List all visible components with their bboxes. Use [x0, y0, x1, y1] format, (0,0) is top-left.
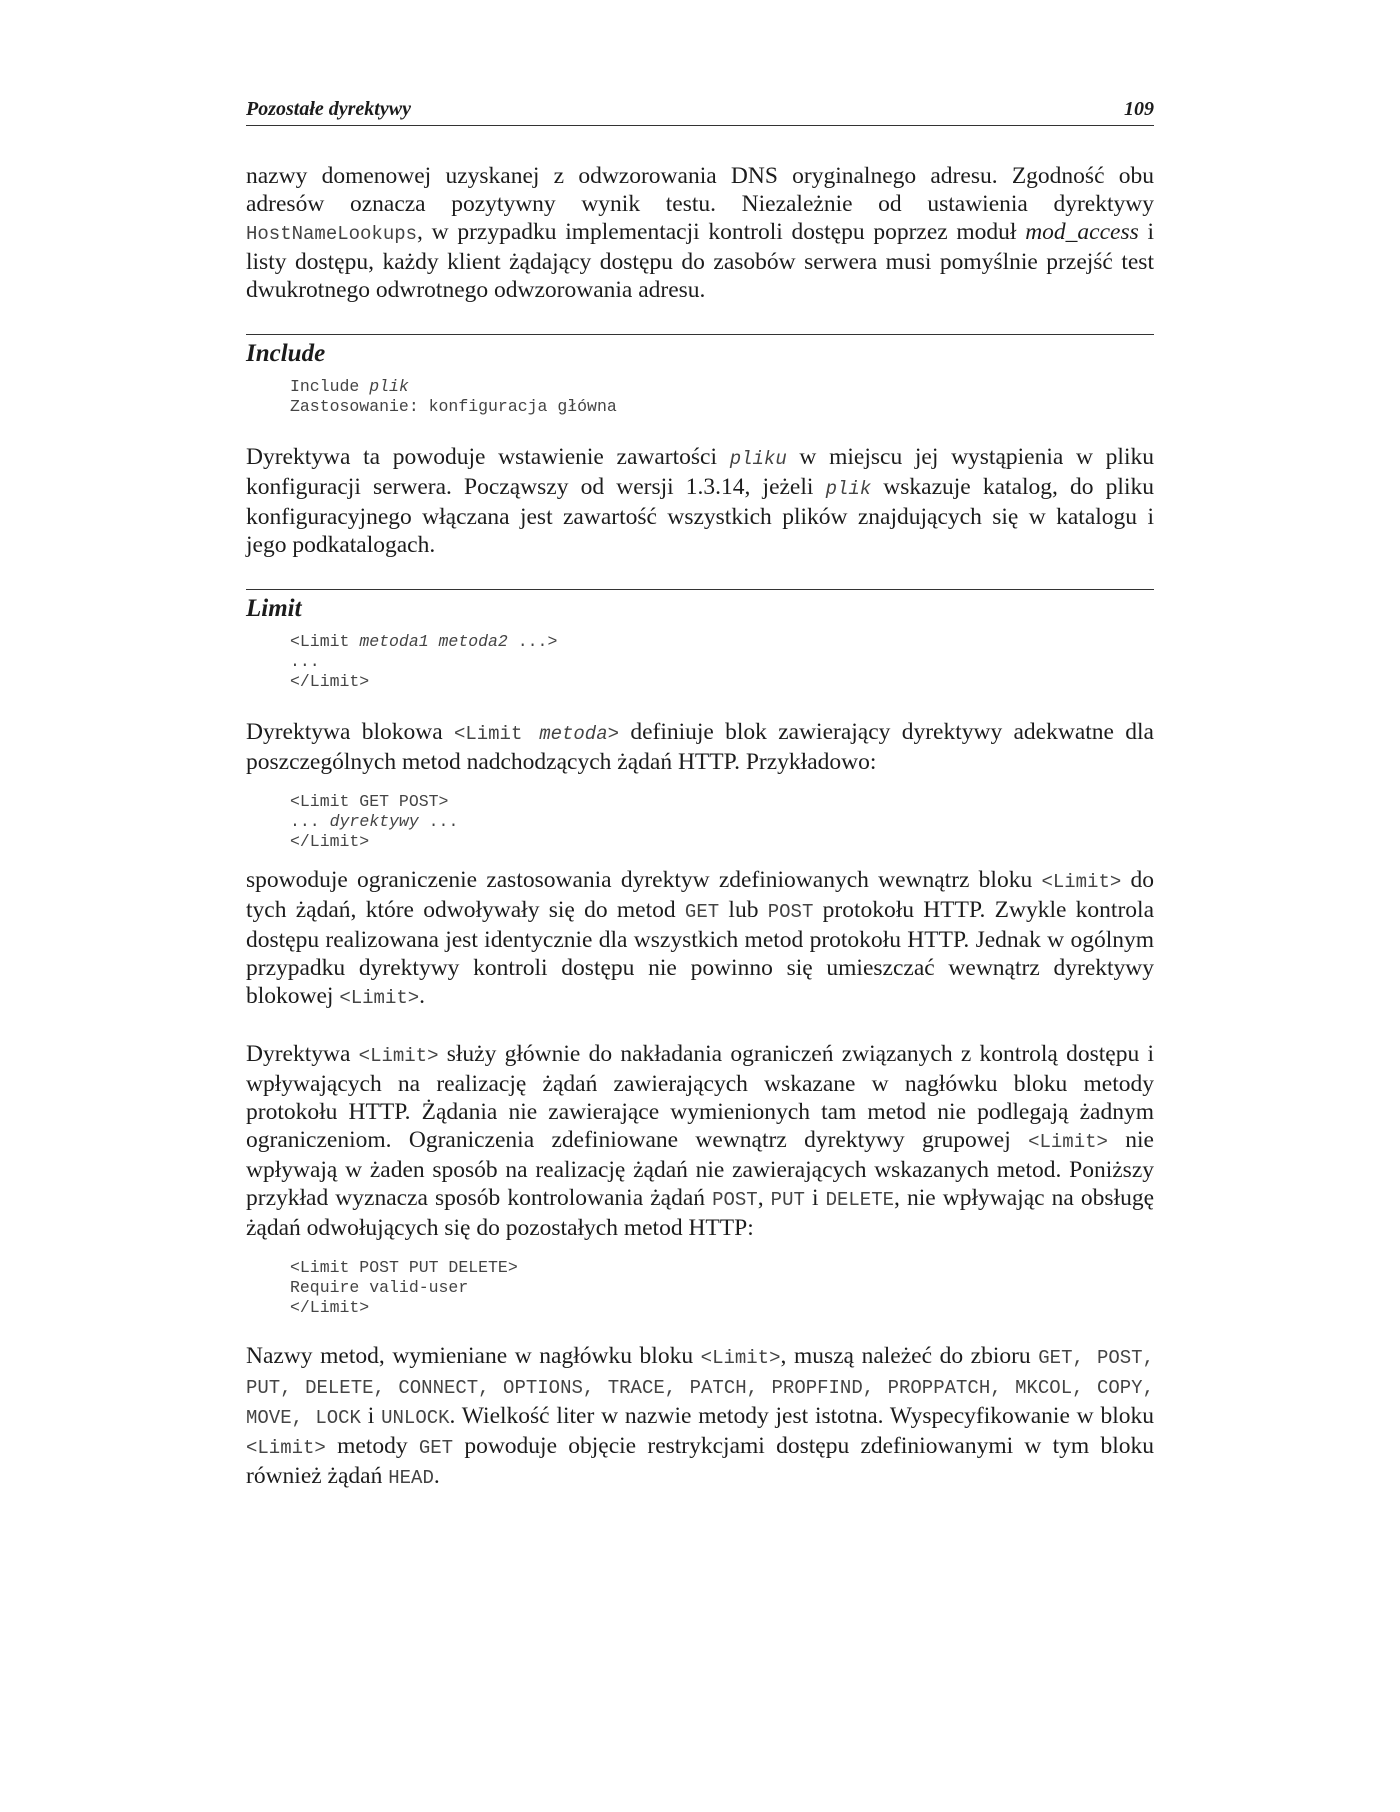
text: powoduje objęcie restrykcjami dostępu zdefiniowanymi w tym bloku również żądań: [246, 1433, 1154, 1489]
text: nie wpływają w żaden sposób na realizację żądań nie zawierających wskazanych metod. Poniższy przykład wyznacza sposób kontrolowania żądań: [246, 1127, 1154, 1211]
text: , muszą należeć do zbioru: [780, 1343, 1039, 1369]
text: metody: [325, 1433, 419, 1459]
code-inline: HEAD: [388, 1467, 434, 1489]
code-line: Require valid-user: [290, 1278, 469, 1297]
text: lub: [719, 897, 768, 923]
limit-paragraph-1: [246, 718, 1154, 776]
text: . Wielkość liter w nazwie metody jest istotna. Wyspecyfikowanie w bloku: [449, 1403, 1154, 1429]
limit-paragraph-2: [246, 866, 1154, 1012]
text: , w przypadku implementacji kontroli dostępu poprzez moduł: [417, 219, 1026, 245]
intro-paragraph: [246, 162, 1154, 304]
text: Nazwy metod, wymieniane w nagłówku bloku: [246, 1343, 701, 1369]
code-inline: <Limit>: [1028, 1131, 1108, 1153]
text: .: [419, 983, 426, 1009]
code-inline: UNLOCK: [381, 1407, 450, 1429]
code-line: Zastosowanie: konfiguracja główna: [290, 397, 617, 416]
code-text: ...: [418, 812, 459, 831]
limit-example-2: [290, 1258, 1154, 1318]
code-inline: POST: [712, 1189, 758, 1211]
code-keyword: Include: [290, 377, 370, 396]
text: ,: [757, 1185, 771, 1211]
text: definiuje blok zawierający dyrektywy adekwatne dla poszczególnych metod nadchodzących żądań HTTP. Przykładowo:: [246, 719, 1154, 775]
limit-syntax: [290, 632, 1154, 692]
text: i listy dostępu, każdy klient żądający dostępu do zasobów serwera musi pomyślnie przejść test dwukrotnego odwrotnego odwzorowania adresu.: [246, 219, 1154, 303]
section-limit: [246, 589, 1154, 1492]
text: do tych żądań, które odwoływały się do metod: [246, 867, 1155, 923]
chapter-title: Pozostałe dyrektywy: [246, 98, 411, 120]
code-argument: plik: [369, 377, 409, 396]
include-paragraph: [246, 443, 1154, 559]
text: nazwy domenowej uzyskanej z odwzorowania DNS oryginalnego adresu. Zgodność obu adresów oznacza pozytywny wynik testu. Niezależnie od ustawienia dyrektywy: [246, 163, 1154, 217]
code-inline: <Limit: [453, 723, 540, 745]
code-line: ...: [290, 652, 320, 671]
code-line: </Limit>: [290, 832, 370, 851]
code-inline: GET, POST, PUT, DELETE, CONNECT, OPTIONS, TRACE, PATCH, PROPFIND, PROPPATCH, MKCOL, COPY, MOVE, LOCK: [246, 1347, 1154, 1429]
code-inline: >: [607, 723, 620, 745]
code-text: ...>: [507, 632, 558, 651]
text: i: [360, 1403, 382, 1429]
limit-paragraph-4: [246, 1342, 1154, 1492]
text: w miejscu jej wystąpienia w pliku konfiguracji serwera. Począwszy od wersji 1.3.14, jeżeli: [246, 444, 1154, 500]
code-inline: <Limit>: [1041, 871, 1122, 893]
text: i: [804, 1185, 826, 1211]
code-line: <Limit POST PUT DELETE>: [290, 1258, 518, 1277]
text: protokołu HTTP. Zwykle kontrola dostępu realizowana jest identycznie dla wszystkich metod protokołu HTTP. Jednak w ogólnym przypadku dyrektywy kontroli dostępu nie powinno się umieszczać wewnątrz dyrektywy blokowej: [246, 897, 1154, 1009]
text: , nie wpływając na obsługę żądań odwołujących się do pozostałych metod HTTP:: [246, 1185, 1155, 1241]
page-number: 109: [1124, 98, 1154, 120]
code-inline: <Limit>: [700, 1347, 781, 1369]
code-inline: HostNameLookups: [246, 223, 418, 245]
text: Dyrektywa blokowa: [246, 719, 454, 745]
module-name: mod_access: [1025, 219, 1139, 245]
section-title-limit: Limit: [246, 595, 302, 622]
book-page: [246, 98, 1154, 1492]
text: wskazuje katalog, do pliku konfiguracyjnego włączana jest zawartość wszystkich plików znajdujących się w katalogu i jego podkatalogach.: [246, 474, 1154, 558]
code-inline: PUT: [770, 1189, 805, 1211]
section-title-include: Include: [246, 340, 326, 367]
code-inline: GET: [684, 901, 720, 923]
limit-example-1: [290, 792, 1154, 852]
text: Dyrektywa: [246, 1041, 359, 1067]
code-inline: DELETE: [825, 1189, 895, 1211]
code-inline: <Limit>: [358, 1045, 439, 1067]
code-inline: metoda: [539, 723, 608, 745]
code-text: ...: [290, 812, 330, 831]
code-line: <Limit GET POST>: [290, 792, 449, 811]
code-text: <Limit: [290, 632, 360, 651]
text: .: [433, 1463, 440, 1489]
code-inline: GET: [418, 1437, 454, 1459]
text: spowoduje ograniczenie zastosowania dyrektyw zdefiniowanych wewnątrz bloku: [246, 867, 1042, 893]
include-syntax: [290, 377, 1154, 417]
code-inline: <Limit>: [339, 987, 420, 1009]
code-line: </Limit>: [290, 1298, 370, 1317]
code-inline: <Limit>: [246, 1437, 326, 1459]
code-inline: POST: [767, 901, 814, 923]
text: Dyrektywa ta powoduje wstawienie zawartości: [246, 444, 730, 470]
code-argument: metoda1 metoda2: [359, 632, 508, 651]
code-inline: pliku: [729, 448, 787, 470]
code-inline: plik: [825, 478, 872, 500]
text: służy głównie do nakładania ograniczeń związanych z kontrolą dostępu i wpływających na realizację żądań zawierających wskazane w nagłówku bloku metody protokołu HTTP. Żądania nie zawierające wymienionych tam metod nie podlegają żadnym ograniczeniom. Ograniczenia zdefiniowane wewnątrz dyrektywy grupowej: [246, 1041, 1154, 1153]
code-line: </Limit>: [290, 672, 370, 691]
code-argument: dyrektywy: [329, 812, 419, 831]
section-include: [246, 334, 1154, 559]
running-header: [246, 98, 1154, 126]
limit-paragraph-3: [246, 1040, 1154, 1242]
